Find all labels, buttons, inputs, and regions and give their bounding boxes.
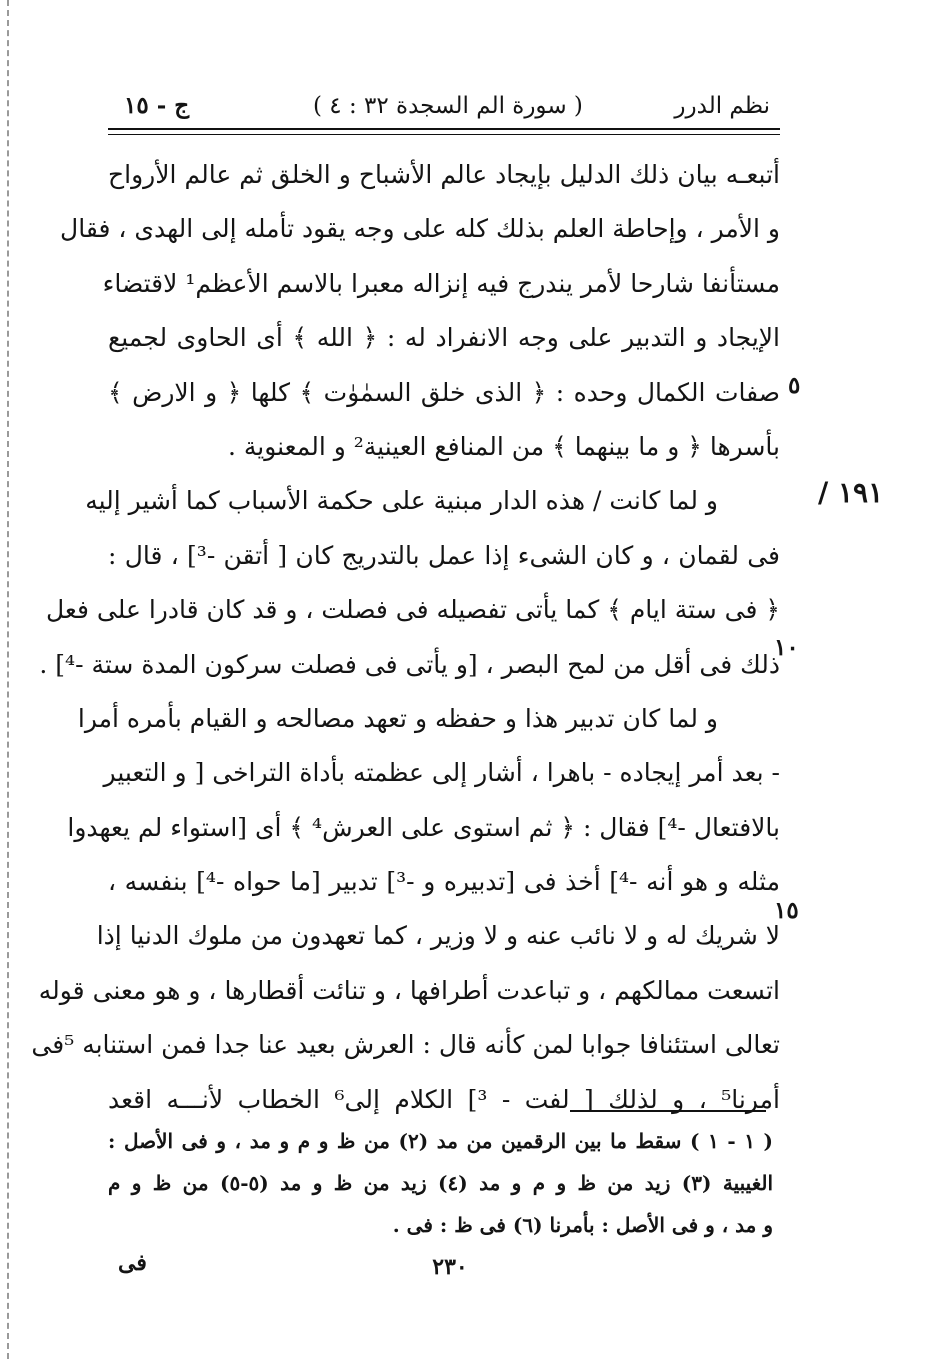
header-rule bbox=[108, 128, 780, 135]
text-line: اتسعت ممالكهم ، و تباعدت أطرافها ، و تنائت أقطارها ، و هو معنى قوله bbox=[38, 975, 780, 1005]
text-line: الإيجاد و التدبير على وجه الانفراد له : ﴿ الله ﴾ أى الحاوى لجميع bbox=[108, 323, 780, 353]
text-line: أتبعـه بيان ذلك الدليل بإيجاد عالم الأشباح و الخلق ثم عالم الأرواح bbox=[108, 160, 780, 189]
sura-reference: ( سورة الم السجدة ٣٢ : ٤ ) bbox=[313, 93, 583, 119]
catchword: فى bbox=[118, 1250, 147, 1276]
footnotes bbox=[108, 1120, 773, 1246]
page-edge-marks bbox=[7, 0, 9, 1359]
footnote-line: ( ١ - ١ ) سقط ما بين الرقمين من مد (٢) من ظ و م و مد ، و فى الأصل : bbox=[108, 1129, 774, 1153]
footnote-line: و مد ، و فى الأصل : بأمرنا (٦) فى ظ : فى . bbox=[392, 1213, 773, 1237]
running-header bbox=[118, 86, 780, 126]
text-line: مستأنفا شارحا لأمر يندرج فيه إنزاله معبرا بالاسم الأعظم¹ لاقتضاء bbox=[102, 268, 780, 298]
book-title: نظم الدرر bbox=[674, 93, 770, 119]
main-text bbox=[31, 148, 781, 1127]
text-line: مثله و هو أنه -⁴] أخذ فى [تدبيره و -³] تدبير [ما حواه -⁴] بنفسه ، bbox=[108, 867, 781, 897]
text-line: أمرنا⁵ ، و لذلك [ لفت - ³] الكلام إلى⁶ الخطاب لأنـــه اقعد bbox=[108, 1084, 780, 1114]
text-line: صفات الكمال وحده : ﴿ الذى خلق السمٰوٰت ﴾ كلها ﴿ و الارض ﴾ bbox=[108, 377, 780, 407]
text-line: و الأمر ، وإحاطة العلم بذلك كله على وجه يقود تأمله إلى الهدى ، فقال bbox=[60, 214, 780, 244]
text-line: تعالى استئنافا جوابا لمن كأنه قال : العرش بعيد عنا جدا فمن استنابه ⁵فى bbox=[31, 1030, 780, 1060]
text-line: ﴿ فى ستة ايام ﴾ كما يأتى تفصيله فى فصلت ، و قد كان قادرا على فعل bbox=[45, 595, 780, 625]
text-line: لا شريك له و لا نائب عنه و لا وزير ، كما تعهدون من ملوك الدنيا إذا bbox=[96, 921, 780, 951]
page-number: ٢٣٠ bbox=[432, 1254, 468, 1280]
footnote-rule bbox=[570, 1110, 766, 1112]
line-number-5: ٥ bbox=[788, 372, 801, 399]
text-line: ذلك فى أقل من لمح البصر ، [و يأتى فى فصلت سركون المدة ستة -⁴] . bbox=[39, 649, 780, 679]
text-line: - بعد أمر إيجاده - باهرا ، أشار إلى عظمته بأداة التراخى [ و التعبير bbox=[103, 758, 780, 788]
text-line: و لما كانت / هذه الدار مبنية على حكمة الأسباب كما أشير إليه bbox=[85, 486, 718, 516]
text-line: بأسرها ﴿ و ما بينهما ﴾ من المنافع العينية² و المعنوية . bbox=[227, 431, 780, 461]
line-number-10: ١٠ bbox=[774, 634, 799, 661]
part-number: ج - ١٥ bbox=[124, 92, 190, 119]
text-line: بالافتعال -⁴] فقال : ﴿ ثم استوى على العرش⁴ ﴾ أى [استواء لم يعهدوا bbox=[67, 812, 780, 842]
text-line: فى لقمان ، و كان الشىء إذا عمل بالتدريج كان [ أتقن -³] ، قال : bbox=[108, 540, 780, 570]
line-number-15: ١٥ bbox=[774, 897, 799, 924]
margin-page-reference: ١٩١ / bbox=[818, 476, 884, 509]
footnote-line: الغيبية (٣) زيد من ظ و م و مد (٤) زيد من ظ و مد (٥-٥) من ظ و م bbox=[108, 1171, 773, 1195]
text-line: و لما كان تدبير هذا و حفظه و تعهد مصالحه و القيام بأمره أمرا bbox=[77, 703, 718, 733]
